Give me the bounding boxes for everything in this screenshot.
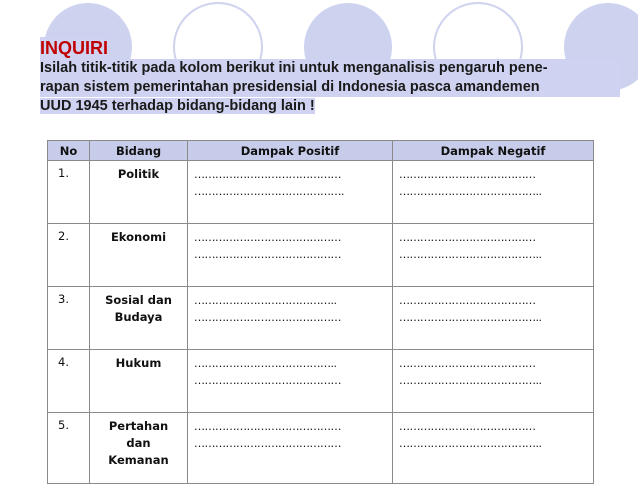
- fill-in-line: …………………………………..: [194, 294, 337, 307]
- fill-in-line: ……………………………………: [194, 168, 341, 181]
- fill-in-line: …………………………………..: [194, 357, 337, 370]
- bidang-cell: [90, 350, 188, 413]
- fill-in-line: ……………………………………: [194, 231, 341, 244]
- fill-in-line: …………………………………..: [399, 248, 542, 261]
- fill-in-line: …………………………………: [399, 231, 536, 244]
- fill-in-line: …………………………………: [399, 420, 536, 433]
- dampak-positif-cell[interactable]: [188, 161, 393, 224]
- bidang-label: Pertahan: [108, 419, 169, 433]
- dampak-positif-cell[interactable]: [188, 287, 393, 350]
- row-number: 4.: [48, 350, 90, 413]
- fill-in-line: …………………………………: [399, 168, 536, 181]
- bidang-label: Ekonomi: [110, 230, 167, 244]
- fill-in-line: ……………………………………: [194, 311, 341, 324]
- instruction-line: UUD 1945 terhadap bidang-bidang lain !: [40, 98, 315, 114]
- bidang-label: dan: [126, 436, 151, 450]
- bidang-cell: [90, 287, 188, 350]
- fill-in-line: …………………………………….: [194, 185, 344, 198]
- row-number: 3.: [48, 287, 90, 350]
- fill-in-line: …………………………………..: [399, 185, 542, 198]
- table-row: [48, 224, 594, 287]
- bidang-label: Budaya: [114, 310, 163, 324]
- table-row: [48, 413, 594, 484]
- row-number: 2.: [48, 224, 90, 287]
- heading-block: [40, 37, 620, 116]
- column-header-bidang: Bidang: [90, 141, 188, 161]
- fill-in-line: ……………………………………: [194, 420, 341, 433]
- dampak-negatif-cell[interactable]: [393, 287, 594, 350]
- dampak-positif-cell[interactable]: [188, 413, 393, 484]
- bidang-label: Sosial dan: [105, 293, 172, 307]
- fill-in-line: ……………………………………: [194, 374, 341, 387]
- fill-in-line: ……………………………………: [194, 437, 341, 450]
- dampak-negatif-cell[interactable]: [393, 161, 594, 224]
- column-header-no: No: [48, 141, 90, 161]
- table-row: [48, 161, 594, 224]
- bidang-label: Kemanan: [108, 453, 169, 467]
- fill-in-line: …………………………………..: [399, 437, 542, 450]
- dampak-negatif-cell[interactable]: [393, 413, 594, 484]
- fill-in-line: …………………………………: [399, 294, 536, 307]
- bidang-label: Politik: [117, 167, 160, 181]
- fill-in-line: …………………………………: [399, 357, 536, 370]
- inquiry-table: [47, 140, 594, 484]
- fill-in-line: ……………………………………: [194, 248, 341, 261]
- dampak-positif-cell[interactable]: [188, 224, 393, 287]
- dampak-negatif-cell[interactable]: [393, 224, 594, 287]
- row-number: 5.: [48, 413, 90, 484]
- fill-in-line: …………………………………..: [399, 374, 542, 387]
- row-number: 1.: [48, 161, 90, 224]
- instruction-line: Isilah titik-titik pada kolom berikut ini untuk menganalisis pengaruh pene-: [40, 59, 620, 78]
- dampak-negatif-cell[interactable]: [393, 350, 594, 413]
- bidang-cell: [90, 413, 188, 484]
- fill-in-line: …………………………………..: [399, 311, 542, 324]
- page-title: INQUIRI: [40, 38, 109, 58]
- dampak-positif-cell[interactable]: [188, 350, 393, 413]
- bidang-cell: [90, 224, 188, 287]
- table-header-row: [48, 141, 594, 161]
- bidang-cell: [90, 161, 188, 224]
- instruction-text: [40, 59, 620, 116]
- table-row: [48, 350, 594, 413]
- table-row: [48, 287, 594, 350]
- instruction-line: rapan sistem pemerintahan presidensial di Indonesia pasca amandemen: [40, 78, 620, 97]
- column-header-dampak-negatif: Dampak Negatif: [393, 141, 594, 161]
- column-header-dampak-positif: Dampak Positif: [188, 141, 393, 161]
- bidang-label: Hukum: [115, 356, 162, 370]
